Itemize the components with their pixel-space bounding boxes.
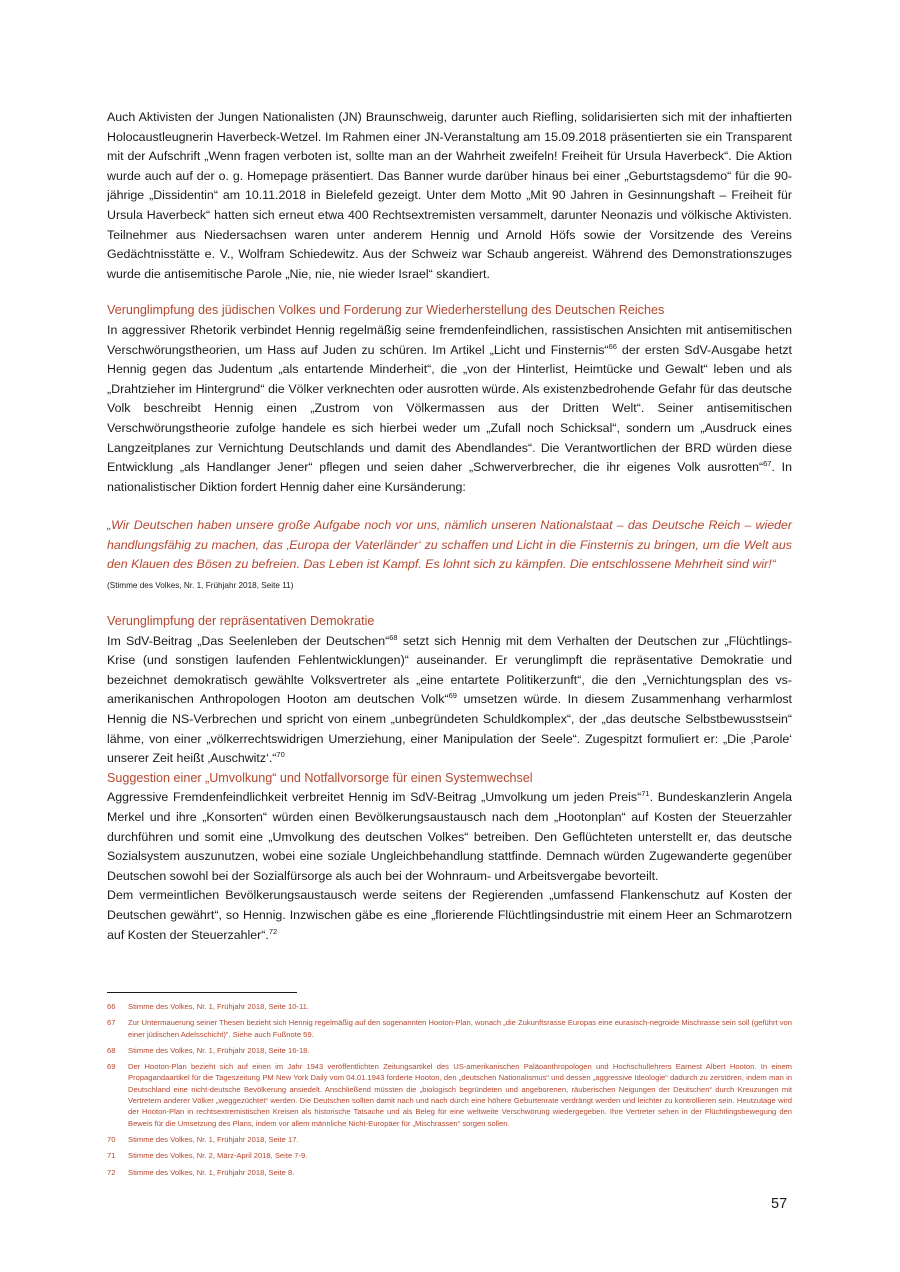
section2-text-b: setzt sich Hennig mit dem Verhalten der Deutschen zur „Flüchtlings-Krise (und sonstigen laufenden Fehlentwicklungen)“ auseinander. Er verunglimpft die repräsentative Demokratie und bezeichnet demokratisch gewählte Volksvertreter als „eine entartete Politikerzunft“, die den „Vernichtungsplan des vs-amerikanischen Anthropologen Hooton am deutschen Volk“ (107, 633, 792, 707)
footnote-text: Stimme des Volkes, Nr. 1, Frühjahr 2018, Seite 8. (128, 1167, 295, 1177)
footnote-number: 68 (107, 1045, 116, 1055)
footnote-ref-69: 69 (448, 691, 457, 701)
footnote-text: Stimme des Volkes, Nr. 2, März-April 2018, Seite 7-9. (128, 1151, 308, 1161)
footnote-67 (107, 1017, 792, 1040)
footnote-number: 67 (107, 1018, 116, 1028)
page-body (107, 0, 792, 945)
footnote-68 (107, 1045, 792, 1056)
footnote-number: 70 (107, 1134, 116, 1144)
section1-paragraph (107, 321, 792, 497)
footnote-text: Stimme des Volkes, Nr. 1, Frühjahr 2018, Seite 10-11. (128, 1002, 309, 1011)
footnote-number: 69 (107, 1062, 116, 1072)
footnote-ref-70: 70 (276, 750, 285, 760)
footnote-number: 66 (107, 1002, 116, 1011)
section2-paragraph (107, 632, 792, 769)
section1-text-b: der ersten SdV-Ausgabe hetzt Hennig gegen das Judentum „als entartende Minderheit“, die „von der Hinterlist, Heimtücke und Gewalt“ leben und als „Drahtzieher im Hintergrund“ die Völker verknechten oder ausrotten würde. Als existenzbedrohende Gefahr für das deutsche Volk beschreibt Hennig einen „Zustrom von Völkermassen aus der Dritten Welt“. Seiner antisemitischen Verschwörungstheorie zufolge handele es sich hierbei weder um „Zufall noch Schicksal“, sondern um „Ausdruck eines Langzeitplanes zur Vernichtung Deutschlands und damit des Abendlandes“. Die Verantwortlichen der BRD würden diese Entwicklung „als Handlanger Jener“ pflegen und seien daher „Schwerverbrecher, die ihr eigenes Volk ausrotten“ (107, 342, 792, 475)
quote-source: (Stimme des Volkes, Nr. 1, Frühjahr 2018, Seite 11) (107, 581, 294, 591)
page-number: 57 (771, 1196, 788, 1212)
section3-text-b: . Bundeskanzlerin Angela Merkel und ihre „Konsorten“ würden einen Bevölkerungsaustausch nach dem „Hootonplan“ auf Kosten der Steuerzahler durchführen und somit eine „Umvolkung des deutschen Volkes“ betreiben. Den Geflüchteten unterstellt er, das deutsche Sozialsystem auszunutzen, wobei eine soziale Ungleichbehandlung stattfinde. Demnach würden Zugewanderte gegenüber Deutschen sowohl bei der Sozialfürsorge als auch bei der Wohnraum- und Arbeitsvergabe bevorteilt. (107, 790, 792, 883)
footnote-number: 72 (107, 1167, 116, 1177)
section3-paragraph-1 (107, 788, 792, 886)
section1-text-a: In aggressiver Rhetorik verbindet Hennig regelmäßig seine fremdenfeindlichen, rassistischen Ansichten mit antisemitischen Verschwörungstheorien, um Hass auf Juden zu schüren. Im Artikel „Licht und Finsternis“ (107, 322, 792, 357)
section3-text-a: Aggressive Fremdenfeindlichkeit verbreitet Hennig im SdV-Beitrag „Umvolkung um jeden Preis“ (107, 790, 642, 805)
footnote-66 (107, 1001, 792, 1012)
footnote-text: Stimme des Volkes, Nr. 1, Frühjahr 2018, Seite 16-18. (128, 1045, 310, 1055)
footnote-ref-67: 67 (763, 458, 772, 468)
section-heading-democracy: Verunglimpfung der repräsentativen Demokratie (107, 614, 375, 629)
footnote-ref-71: 71 (641, 789, 650, 799)
footnote-71 (107, 1150, 792, 1161)
section-heading-jewish-people: Verunglimpfung des jüdischen Volkes und Forderung zur Wiederherstellung des Deutschen Reiches (107, 303, 665, 318)
section2-text-a: Im SdV-Beitrag „Das Seelenleben der Deutschen“ (107, 633, 390, 648)
footnote-69 (107, 1061, 792, 1129)
section-heading-umvolkung: Suggestion einer „Umvolkung“ und Notfallvorsorge für einen Systemwechsel (107, 770, 533, 785)
footnotes (107, 1001, 792, 1178)
section1-text-c: . In nationalistischer Diktion fordert Hennig daher eine Kursänderung: (107, 460, 793, 494)
footnote-ref-68: 68 (389, 632, 398, 642)
section3-text-c: Dem vermeintlichen Bevölkerungsaustausch werde seitens der Regierenden „umfassend Flankenschutz auf Kosten der Deutschen gewährt“, so Hennig. Inzwischen gäbe es eine „florierende Flüchtlingsindustrie mit einem Heer an Schmarotzern auf Kosten der Steuerzahler“. (107, 888, 792, 942)
footnote-text: Stimme des Volkes, Nr. 1, Frühjahr 2018, Seite 17. (128, 1134, 299, 1144)
quote-block: „Wir Deutschen haben unsere große Aufgabe noch vor uns, nämlich unseren Nationalstaat – das Deutsche Reich – wieder handlungsfähig zu machen, das ‚Europa der Vaterländer‘ zu schaffen und Licht in die Finsternis zu bringen, um die Welt aus den Klauen des Bösen zu befreien. Das Leben ist Kampf. Es lohnt sich zu kämpfen. Die entschlossene Mehrheit sind wir!“ (107, 518, 792, 572)
footnote-ref-66: 66 (608, 341, 617, 351)
intro-paragraph: Auch Aktivisten der Jungen Nationalisten (JN) Braunschweig, darunter auch Riefling, solidarisierten sich mit der inhaftierten Holocaustleugnerin Haverbeck-Wetzel. Im Rahmen einer JN-Veranstaltung am 15.09.2018 präsentierten sie ein Transparent mit der Aufschrift „Wenn fragen verboten ist, sollte man an der Wahrheit zweifeln! Freiheit für Ursula Haverbeck“. Die Aktion wurde auch auf der o. g. Homepage präsentiert. Das Banner wurde darüber hinaus bei einer „Geburtstagsdemo“ für die 90-jährige „Dissidentin“ am 10.11.2018 in Bielefeld gezeigt. Unter dem Motto „Mit 90 Jahren in Gesinnungshaft – Freiheit für Ursula Haverbeck“ hatten sich erneut etwa 400 Rechtsextremisten versammelt, darunter Neonazis und völkische Aktivisten. Teilnehmer aus Niedersachsen waren unter anderem Hennig und Arnold Höfs sowie der Vorsitzende des Vereins Gedächtnisstätte e. V., Wolfram Schiedewitz. Aus der Schweiz war Schaub angereist. Während des Demonstrationszuges wurde die antisemitische Parole „Nie, nie, nie wieder Israel“ skandiert. (107, 110, 792, 281)
section2-text-c: umsetzen würde. In diesem Zusammenhang verharmlost Hennig die NS-Verbrechen und spricht von einem „unbegründeten Schuldkomplex“, der „das deutsche Selbstbewusstsein“ lähme, von einer „völkerrechtswidrigen Umerziehung, einer Manipulation der Seele“. Zugespitzt formuliert er: „Die ‚Parole‘ unserer Zeit heißt ‚Auschwitz‘.“ (107, 692, 792, 766)
footnote-72 (107, 1167, 792, 1178)
footnote-separator (107, 992, 297, 993)
footnote-ref-72: 72 (268, 926, 278, 936)
footnote-number: 71 (107, 1151, 116, 1161)
footnote-70 (107, 1134, 792, 1145)
section3-paragraph-2 (107, 886, 792, 945)
footnote-text: Zur Untermauerung seiner Thesen bezieht sich Hennig regelmäßig auf den sogenannten Hooton-Plan, wonach „die Zukunftsrasse Europas eine eurasisch-negroide Mischrasse sein soll (geführt von einer jüdischen Adelsschicht)“. Siehe auch Fußnote 59. (128, 1018, 792, 1039)
footnote-text: Der Hooton-Plan bezieht sich auf einen im Jahr 1943 veröffentlichten Zeitungsartikel des US-amerikanischen Paläoanthropologen und Hochschullehrers Earnest Albert Hooton. In einem Propagandaartikel für die Tageszeitung PM New York Daily vom 04.01.1943 forderte Hooton, den „deutschen Nationalismus“ und dessen „aggressive Ideologie“ dadurch zu zerstören, indem man in Deutschland eine nicht-deutsche Bevölkerung ansiedelt. Anschließend müssten die „biologisch begründeten und angeborenen, räuberischen Neigungen der Deutschen“ durch Kreuzungen mit Vertretern anderer Völker „weggezüchtet“ werden. Die Deutschen sollten damit nach und nach durch eine höhere Geburtenrate verdrängt werden und leichter zu kontrollieren sein. Heutzutage wird der Hooton-Plan in rechtsextremistischen Kreisen als historische Tatsache und als Beleg für eine weltweite Verschwörung wiedergegeben. Ihre Vertreter sehen in der Flüchtlingsbewegung den Beweis für die Umsetzung des Plans, indem vor allem männliche Nicht-Europäer für „Mischrassen“ sorgen sollen. (128, 1062, 792, 1128)
